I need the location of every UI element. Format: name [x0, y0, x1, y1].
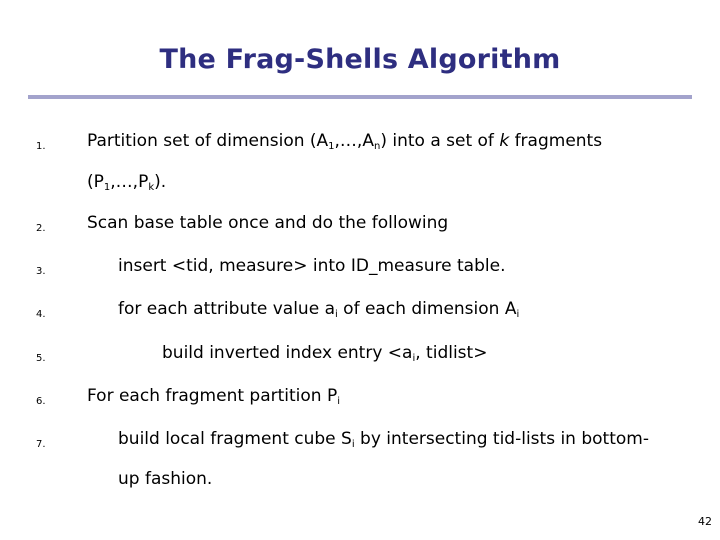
step-4-text: for each attribute value $a_i$ of each dimension $A_i$: [118, 299, 520, 320]
step-number-4: 4.: [36, 309, 46, 320]
slide-title: The Frag-Shells Algorithm: [159, 44, 561, 75]
step-7-text: build local fragment cube $S_i$ by intersecting tid-lists in bottom-: [118, 429, 649, 450]
step-7-continuation: up fashion.: [118, 469, 213, 489]
step-6-text: For each fragment partition $P_i$: [87, 386, 340, 407]
step-number-2: 2.: [36, 223, 46, 234]
step-5-text: build inverted index entry $<a_i$, tidlist>: [162, 343, 488, 364]
step-number-1: 1.: [36, 141, 46, 152]
step-2-text: Scan base table once and do the following: [87, 213, 449, 233]
step-number-3: 3.: [36, 266, 46, 277]
step-1-continuation: $(P_1,\dots,P_k)$.: [87, 172, 167, 193]
step-1-text: Partition set of dimension $(A_1,\dots,A_n)$ into a set of k fragments: [87, 131, 603, 152]
page-number: 42: [698, 515, 712, 528]
step-number-6: 6.: [36, 396, 46, 407]
title-divider: [28, 95, 692, 99]
step-number-5: 5.: [36, 353, 46, 364]
step-3-text: insert <tid, measure> into ID_measure table.: [118, 256, 506, 276]
step-number-7: 7.: [36, 439, 46, 450]
